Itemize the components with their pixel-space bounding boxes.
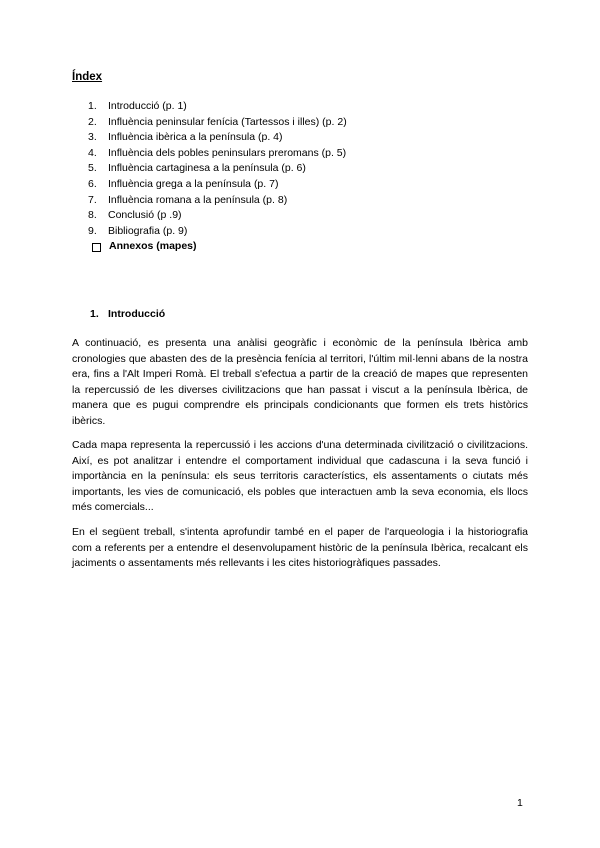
checkbox-icon: [92, 243, 101, 252]
page-number: 1: [517, 797, 523, 809]
toc-item-number: 3.: [88, 131, 97, 144]
section-heading: [90, 308, 165, 320]
toc-item-label: Influència dels pobles peninsulars preromans (p. 5): [108, 146, 347, 159]
section-title: Introducció: [108, 308, 166, 320]
toc-item-number: 4.: [88, 146, 97, 159]
toc-item: [88, 193, 347, 209]
index-title: Índex: [72, 71, 103, 83]
toc-item: [88, 130, 347, 146]
toc-item: [88, 99, 347, 115]
toc-item-label: Influència peninsular fenícia (Tartessos i illes) (p. 2): [108, 115, 347, 128]
toc-item-label: Influència ibèrica a la península (p. 4): [108, 131, 283, 144]
toc-item-number: 2.: [88, 115, 97, 128]
toc-item-annex: [88, 239, 347, 255]
toc-item: [88, 115, 347, 131]
toc-item-number: 5.: [88, 162, 97, 175]
toc-item: [88, 208, 347, 224]
toc-item-number: 9.: [88, 224, 97, 237]
paragraph: Cada mapa representa la repercussió i les accions d'una determinada civilització o civilitzacions. Així, es pot analitzar i entendre el comportament individual que cadascuna i la seva funció i importància en la península: els seus territoris característics, els assentaments o ciutats més importants, les vies de comunicació, els pobles que interactuen amb la seva economia, els llocs més comercials...: [72, 439, 528, 514]
toc-item-label: Influència cartaginesa a la península (p. 6): [108, 162, 306, 175]
toc-item-number: 6.: [88, 177, 97, 190]
toc-item: [88, 146, 347, 162]
section-number: 1.: [90, 308, 99, 320]
annex-label: Annexos (mapes): [109, 240, 197, 253]
toc-item-number: 8.: [88, 209, 97, 222]
toc-item-number: 1.: [88, 100, 97, 112]
toc-item-number: 7.: [88, 193, 97, 206]
toc-item-label: Influència grega a la península (p. 7): [108, 177, 279, 190]
toc-item-label: Introducció (p. 1): [108, 100, 187, 112]
toc-item-label: Conclusió (p .9): [108, 209, 182, 222]
toc-item: [88, 177, 347, 193]
table-of-contents: [88, 99, 347, 255]
paragraph: A continuació, es presenta una anàlisi geogràfic i econòmic de la península Ibèrica amb cronologies que abasten des de la presència fenícia al territori, l'últim mil·lenni abans de la nostra era, fins a l'Alt Imperi Romà. El treball s'efectua a partir de la creació de mapes que representen la repercussió de les diverses civilitzacions que han passat i viscut a la península Ibèrica, de manera que es pugui comprendre els principals condicionants que formen els trets històrics ibèrics.: [72, 337, 528, 427]
toc-item: [88, 224, 347, 240]
toc-item-label: Bibliografia (p. 9): [108, 224, 188, 237]
paragraph: En el següent treball, s'intenta aprofundir també en el paper de l'arqueologia i la historiografia com a referents per a entendre el desenvolupament històric de la península Ibèrica, recalcant els jaciments o assentaments més rellevants i les cites historiogràfiques passades.: [72, 526, 528, 570]
toc-item: [88, 161, 347, 177]
toc-item-label: Influència romana a la península (p. 8): [108, 193, 288, 206]
